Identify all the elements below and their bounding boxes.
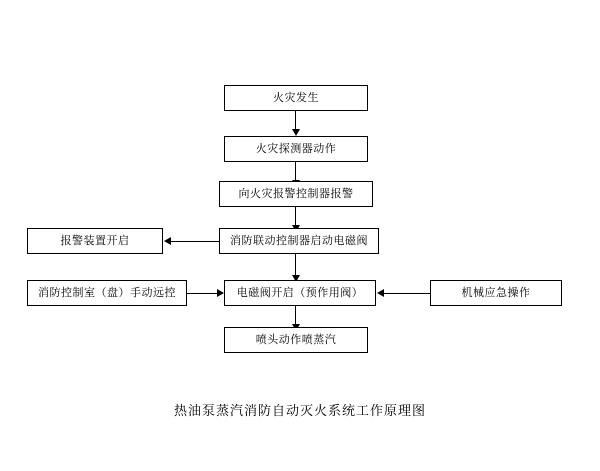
connector-mechanical-to-solenoid xyxy=(383,293,430,294)
node-fire-occurrence: 火灾发生 xyxy=(224,85,368,111)
node-mechanical-emergency-operation: 机械应急操作 xyxy=(430,280,562,306)
node-alarm-device-activate: 报警装置开启 xyxy=(27,228,163,254)
connector-solenoid-to-nozzle xyxy=(295,306,296,325)
connector-linkage-to-alarm-device xyxy=(170,241,219,242)
connector-alarm-to-linkage xyxy=(295,207,296,226)
diagram-caption: 热油泵蒸汽消防自动灭火系统工作原理图 xyxy=(173,403,426,418)
node-solenoid-valve-open: 电磁阀开启（预作用阀） xyxy=(224,280,376,306)
arrowhead-manual-to-solenoid xyxy=(217,289,224,297)
node-manual-remote-control: 消防控制室（盘）手动远控 xyxy=(27,280,187,306)
node-detector-action: 火灾探测器动作 xyxy=(224,136,368,162)
connector-detector-to-alarm-controller xyxy=(295,162,296,181)
arrowhead-mechanical-to-solenoid xyxy=(377,289,384,297)
node-linkage-controller-start-solenoid: 消防联动控制器启动电磁阀 xyxy=(219,228,379,254)
node-report-to-alarm-controller: 向火灾报警控制器报警 xyxy=(219,181,373,207)
connector-linkage-to-solenoid xyxy=(295,254,296,276)
connector-fire-to-detector xyxy=(295,111,296,130)
connector-manual-to-solenoid xyxy=(187,293,218,294)
node-nozzle-spray-steam: 喷头动作喷蒸汽 xyxy=(224,327,368,353)
arrowhead-linkage-to-alarm-device xyxy=(164,237,171,245)
arrowhead-fire-to-detector xyxy=(292,129,300,136)
